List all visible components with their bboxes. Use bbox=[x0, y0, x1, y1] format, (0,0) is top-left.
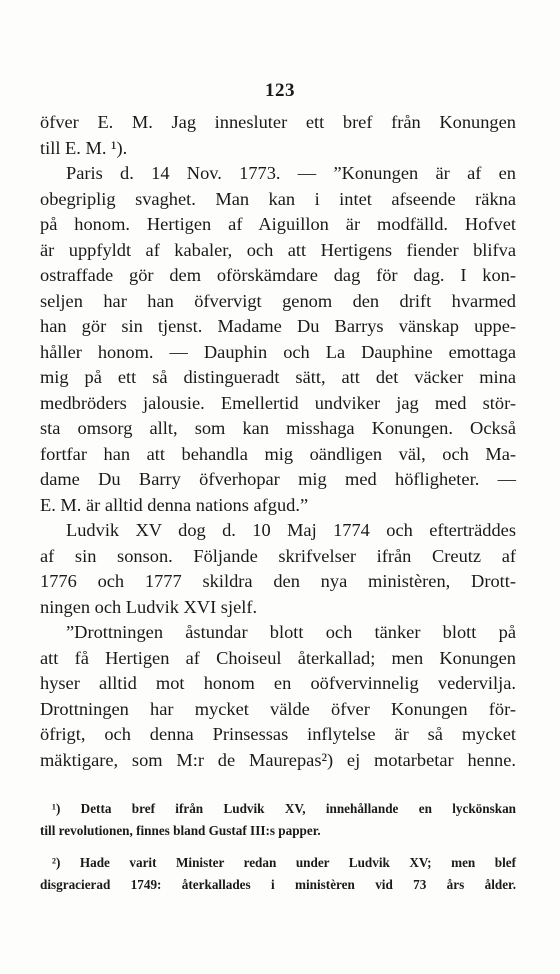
text-line: öfver E. M. Jag innesluter ett bref från Konungen bbox=[40, 112, 516, 132]
text-line: 1776 och 1777 skildra den nya ministèren, Drott- bbox=[40, 571, 516, 591]
text-line: håller honom. — Dauphin och La Dauphine emottaga bbox=[40, 341, 516, 362]
footnote-line: till revolutionen, finnes bland Gustaf III:s papper. bbox=[40, 823, 321, 838]
text-line: ostraffade gör dem oförskämdare dag för dag. I kon- bbox=[40, 265, 516, 285]
text-line: mäktigare, som M:r de Maurepas²) ej motarbetar henne. bbox=[40, 749, 516, 770]
text-line: medbröders jalousie. Emellertid undviker jag med stör- bbox=[40, 392, 516, 413]
text-line: mig på ett så distingueradt sätt, att det väcker mina bbox=[40, 367, 516, 387]
text-line: sta omsorg allt, som kan misshaga Konungen. Också bbox=[40, 418, 516, 438]
footnote-line: disgracierad 1749: återkallades i ministèren vid 73 års ålder. bbox=[40, 877, 516, 892]
text-line: på honom. Hertigen af Aiguillon är modfälld. Hofvet bbox=[40, 214, 516, 234]
text-line: hyser alltid mot honom en oöfvervinnelig vedervilja. bbox=[40, 673, 516, 693]
text-line: fortfar han att behandla mig oändligen väl, och Ma- bbox=[40, 443, 516, 464]
text-line: öfrigt, och denna Prinsessas inflytelse är så mycket bbox=[40, 724, 516, 744]
footnote-line: ¹) Detta bref ifrån Ludvik XV, innehållande en lyckönskan bbox=[52, 801, 516, 816]
text-line: Paris d. 14 Nov. 1773. — ”Konungen är af en bbox=[66, 163, 516, 183]
text-line: han gör sin tjenst. Madame Du Barrys vänskap uppe- bbox=[40, 316, 516, 336]
text-line: ningen och Ludvik XVI sjelf. bbox=[40, 596, 258, 617]
text-line: E. M. är alltid denna nations afgud.” bbox=[40, 494, 309, 515]
page-number: 123 bbox=[265, 80, 295, 101]
text-line: af sin sonson. Följande skrifvelser ifrån Creutz af bbox=[40, 545, 516, 566]
footnote-line: ²) Hade varit Minister redan under Ludvik XV; men blef bbox=[52, 855, 516, 870]
text-line: seljen har han öfvervigt genom den drift hvarmed bbox=[40, 290, 516, 311]
text-line: dame Du Barry öfverhopar mig med höfligheter. — bbox=[40, 469, 516, 489]
footnotes bbox=[40, 798, 516, 896]
text-line: att få Hertigen af Choiseul återkallad; men Konungen bbox=[40, 647, 516, 668]
text-line: ”Drottningen åstundar blott och tänker blott på bbox=[66, 622, 516, 642]
text-line: är uppfyldt af kabaler, och att Hertigens fiender blifva bbox=[40, 239, 516, 260]
text-line: obegriplig svaghet. Man kan i intet afseende räkna bbox=[40, 188, 516, 209]
text-line: Drottningen har mycket välde öfver Konungen för- bbox=[40, 698, 516, 719]
body-text bbox=[40, 110, 516, 773]
text-line: till E. M. ¹). bbox=[40, 137, 128, 158]
text-line: Ludvik XV dog d. 10 Maj 1774 och efterträddes bbox=[66, 520, 516, 540]
